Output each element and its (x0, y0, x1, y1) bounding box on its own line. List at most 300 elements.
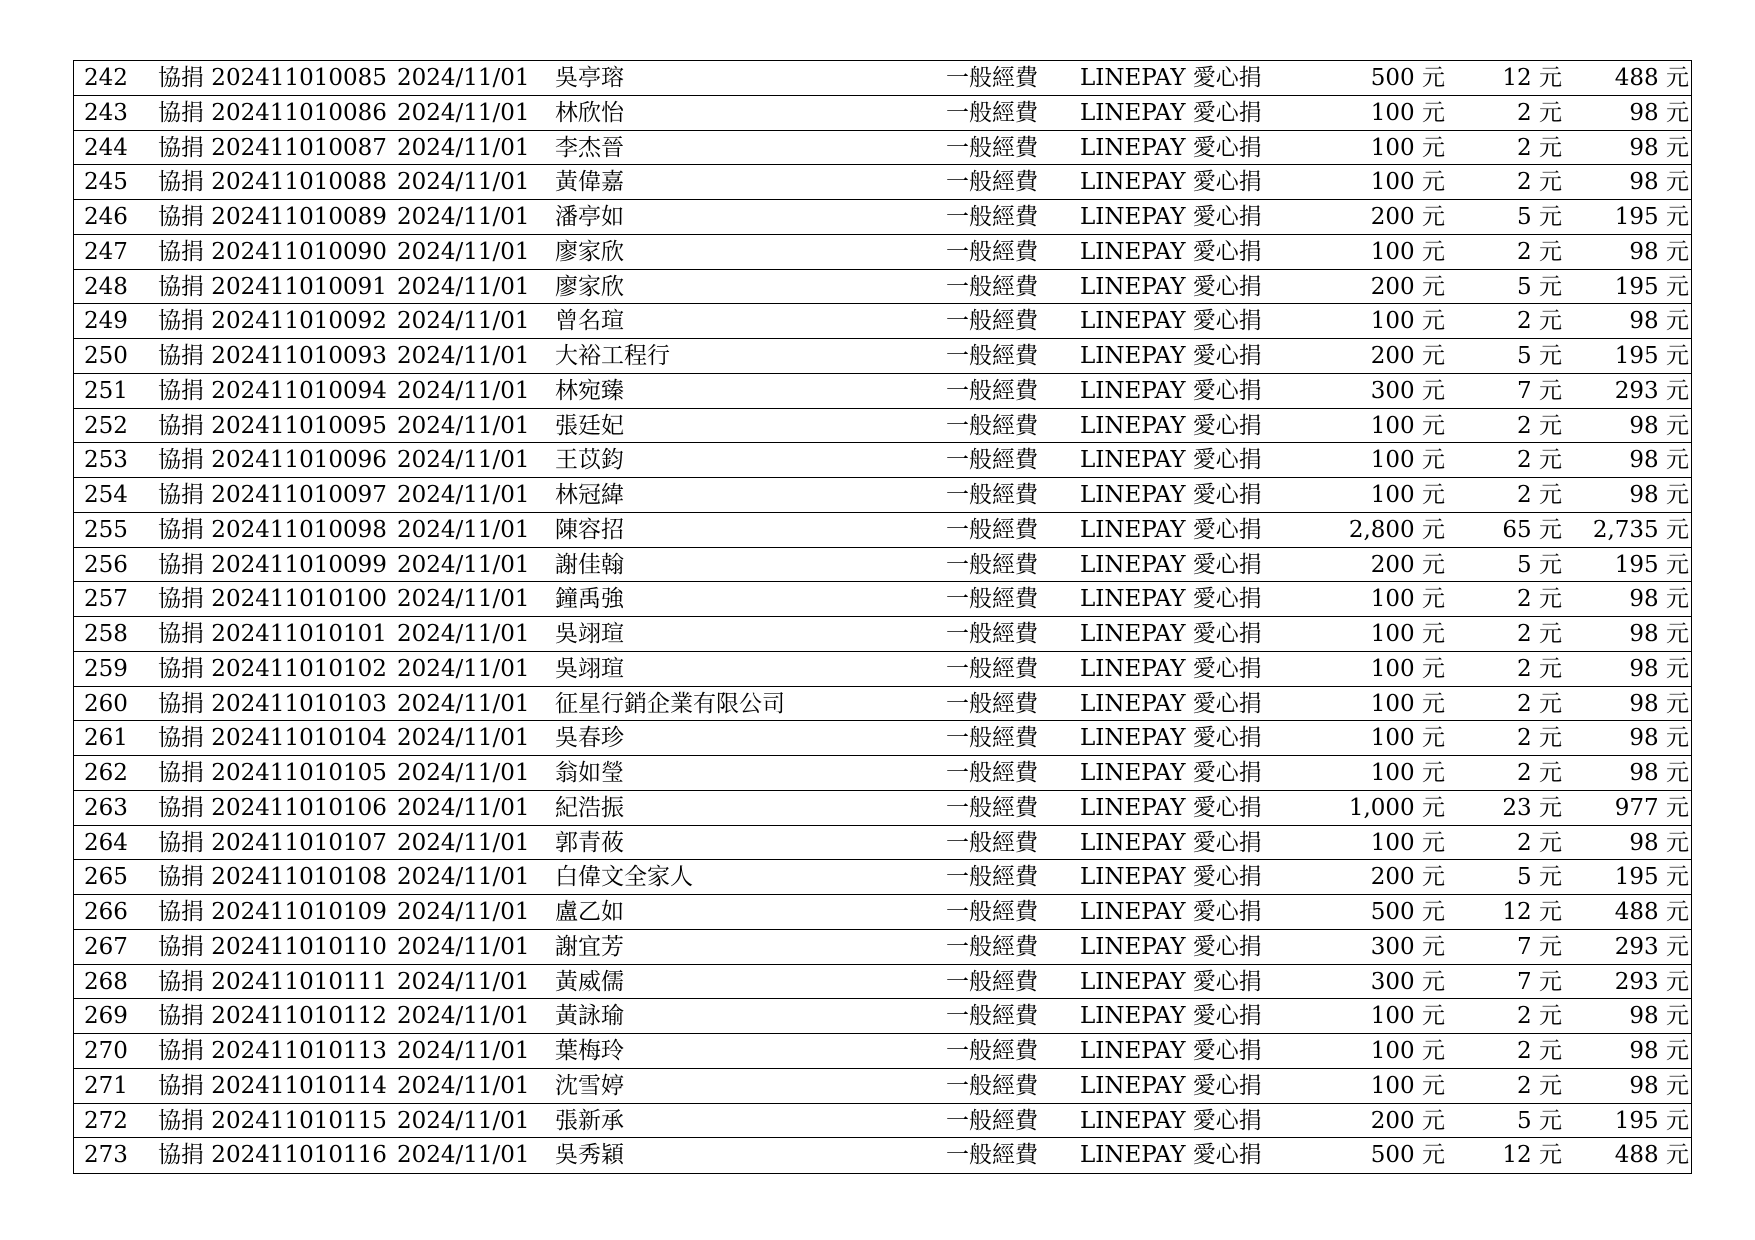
payment-method: LINEPAY 愛心捐 (1080, 586, 1262, 613)
row-number: 245 (84, 169, 128, 196)
fund-category: 一般經費 (946, 794, 1038, 821)
payment-method: LINEPAY 愛心捐 (1080, 1142, 1262, 1169)
donor-name: 謝宜芳 (555, 933, 624, 960)
receipt-number: 協捐 202411010103 (158, 690, 387, 717)
donation-date: 2024/11/01 (397, 238, 530, 265)
handling-fee: 2 元 (1517, 829, 1562, 856)
donation-date: 2024/11/01 (397, 273, 530, 300)
payment-method: LINEPAY 愛心捐 (1080, 1107, 1262, 1134)
donor-name: 潘亭如 (555, 204, 624, 230)
payment-method: LINEPAY 愛心捐 (1080, 273, 1262, 300)
fund-category: 一般經費 (946, 586, 1038, 613)
handling-fee: 2 元 (1517, 690, 1562, 717)
donation-amount: 100 元 (1370, 586, 1445, 613)
donation-amount: 200 元 (1370, 343, 1445, 369)
net-amount: 98 元 (1629, 134, 1689, 161)
donation-date: 2024/11/01 (397, 447, 530, 474)
handling-fee: 2 元 (1517, 725, 1562, 752)
row-number: 255 (84, 516, 128, 543)
net-amount: 195 元 (1614, 343, 1689, 369)
donor-name: 陳容招 (555, 516, 624, 543)
donation-date: 2024/11/01 (397, 690, 530, 717)
receipt-number: 協捐 202411010111 (158, 968, 387, 995)
payment-method: LINEPAY 愛心捐 (1080, 447, 1262, 474)
donation-date: 2024/11/01 (397, 864, 530, 891)
fund-category: 一般經費 (946, 482, 1038, 508)
receipt-number: 協捐 202411010093 (158, 343, 387, 369)
row-number: 262 (84, 760, 128, 786)
donor-name: 白偉文全家人 (555, 864, 693, 891)
donation-amount: 100 元 (1370, 725, 1445, 752)
payment-method: LINEPAY 愛心捐 (1080, 829, 1262, 856)
receipt-number: 協捐 202411010114 (158, 1072, 387, 1099)
donor-name: 葉梅玲 (555, 1038, 624, 1064)
table-row (74, 895, 1691, 930)
handling-fee: 5 元 (1517, 343, 1562, 369)
net-amount: 98 元 (1629, 99, 1689, 126)
donor-name: 吳春珍 (555, 725, 624, 752)
donor-name: 黃威儒 (555, 968, 624, 995)
handling-fee: 2 元 (1517, 238, 1562, 265)
donation-date: 2024/11/01 (397, 482, 530, 508)
donor-name: 謝佳翰 (555, 551, 624, 578)
receipt-number: 協捐 202411010101 (158, 621, 387, 647)
net-amount: 98 元 (1629, 308, 1689, 335)
handling-fee: 2 元 (1517, 169, 1562, 196)
donor-name: 吳亭瑢 (555, 65, 624, 91)
payment-method: LINEPAY 愛心捐 (1080, 99, 1262, 126)
payment-method: LINEPAY 愛心捐 (1080, 134, 1262, 161)
row-number: 256 (84, 551, 128, 578)
table-row (74, 582, 1691, 617)
donor-name: 廖家欣 (555, 273, 624, 300)
payment-method: LINEPAY 愛心捐 (1080, 899, 1262, 925)
row-number: 272 (84, 1107, 128, 1134)
handling-fee: 2 元 (1517, 1038, 1562, 1064)
table-row (74, 548, 1691, 583)
table-row (74, 617, 1691, 652)
donor-name: 李杰晉 (555, 134, 624, 161)
table-row (74, 1138, 1691, 1173)
receipt-number: 協捐 202411010105 (158, 760, 387, 786)
payment-method: LINEPAY 愛心捐 (1080, 1072, 1262, 1099)
payment-method: LINEPAY 愛心捐 (1080, 864, 1262, 891)
donation-amount: 100 元 (1370, 621, 1445, 647)
handling-fee: 5 元 (1517, 551, 1562, 578)
donation-date: 2024/11/01 (397, 204, 530, 230)
donation-amount: 100 元 (1370, 308, 1445, 335)
fund-category: 一般經費 (946, 134, 1038, 161)
handling-fee: 2 元 (1517, 1072, 1562, 1099)
receipt-number: 協捐 202411010110 (158, 933, 387, 960)
fund-category: 一般經費 (946, 273, 1038, 300)
table-row (74, 756, 1691, 791)
table-row (74, 1069, 1691, 1104)
payment-method: LINEPAY 愛心捐 (1080, 690, 1262, 717)
receipt-number: 協捐 202411010113 (158, 1038, 387, 1064)
donor-name: 張廷妃 (555, 412, 624, 439)
net-amount: 195 元 (1614, 1107, 1689, 1134)
donation-amount: 200 元 (1370, 273, 1445, 300)
table-row (74, 721, 1691, 756)
donation-amount: 100 元 (1370, 1072, 1445, 1099)
payment-method: LINEPAY 愛心捐 (1080, 412, 1262, 439)
handling-fee: 2 元 (1517, 621, 1562, 647)
fund-category: 一般經費 (946, 204, 1038, 230)
donation-date: 2024/11/01 (397, 65, 530, 91)
payment-method: LINEPAY 愛心捐 (1080, 169, 1262, 196)
row-number: 273 (84, 1142, 128, 1169)
receipt-number: 協捐 202411010087 (158, 134, 387, 161)
handling-fee: 5 元 (1517, 1107, 1562, 1134)
handling-fee: 12 元 (1502, 899, 1562, 925)
handling-fee: 5 元 (1517, 273, 1562, 300)
donor-name: 大裕工程行 (555, 343, 670, 369)
fund-category: 一般經費 (946, 412, 1038, 439)
donation-amount: 100 元 (1370, 1003, 1445, 1030)
receipt-number: 協捐 202411010085 (158, 65, 387, 91)
donation-date: 2024/11/01 (397, 1072, 530, 1099)
net-amount: 195 元 (1614, 864, 1689, 891)
table-row (74, 965, 1691, 1000)
donor-name: 吳翊瑄 (555, 621, 624, 647)
donor-name: 曾名瑄 (555, 308, 624, 335)
fund-category: 一般經費 (946, 1003, 1038, 1030)
row-number: 259 (84, 655, 128, 682)
net-amount: 293 元 (1614, 377, 1689, 404)
fund-category: 一般經費 (946, 169, 1038, 196)
table-row (74, 61, 1691, 96)
fund-category: 一般經費 (946, 377, 1038, 404)
donation-amount: 100 元 (1370, 760, 1445, 786)
row-number: 243 (84, 99, 128, 126)
payment-method: LINEPAY 愛心捐 (1080, 551, 1262, 578)
donation-amount: 100 元 (1370, 238, 1445, 265)
handling-fee: 2 元 (1517, 586, 1562, 613)
receipt-number: 協捐 202411010115 (158, 1107, 387, 1134)
donor-name: 吳翊瑄 (555, 655, 624, 682)
donation-date: 2024/11/01 (397, 760, 530, 786)
table-row (74, 409, 1691, 444)
table-row (74, 304, 1691, 339)
payment-method: LINEPAY 愛心捐 (1080, 968, 1262, 995)
donation-amount: 200 元 (1370, 204, 1445, 230)
payment-method: LINEPAY 愛心捐 (1080, 760, 1262, 786)
donation-amount: 200 元 (1370, 551, 1445, 578)
handling-fee: 5 元 (1517, 864, 1562, 891)
table-row (74, 999, 1691, 1034)
receipt-number: 協捐 202411010100 (158, 586, 387, 613)
receipt-number: 協捐 202411010091 (158, 273, 387, 300)
donation-date: 2024/11/01 (397, 134, 530, 161)
net-amount: 98 元 (1629, 412, 1689, 439)
table-row (74, 270, 1691, 305)
donation-date: 2024/11/01 (397, 1107, 530, 1134)
handling-fee: 12 元 (1502, 1142, 1562, 1169)
donation-amount: 100 元 (1370, 482, 1445, 508)
row-number: 249 (84, 308, 128, 335)
payment-method: LINEPAY 愛心捐 (1080, 238, 1262, 265)
table-row (74, 165, 1691, 200)
payment-method: LINEPAY 愛心捐 (1080, 343, 1262, 369)
net-amount: 98 元 (1629, 690, 1689, 717)
net-amount: 195 元 (1614, 273, 1689, 300)
handling-fee: 2 元 (1517, 308, 1562, 335)
fund-category: 一般經費 (946, 829, 1038, 856)
donation-amount: 1,000 元 (1348, 794, 1445, 821)
handling-fee: 5 元 (1517, 204, 1562, 230)
net-amount: 98 元 (1629, 1003, 1689, 1030)
donor-name: 盧乙如 (555, 899, 624, 925)
donation-amount: 300 元 (1370, 377, 1445, 404)
donation-date: 2024/11/01 (397, 99, 530, 126)
table-row (74, 687, 1691, 722)
receipt-number: 協捐 202411010112 (158, 1003, 387, 1030)
row-number: 271 (84, 1072, 128, 1099)
donation-amount: 100 元 (1370, 412, 1445, 439)
donation-date: 2024/11/01 (397, 655, 530, 682)
donation-ledger-table (73, 60, 1692, 1174)
payment-method: LINEPAY 愛心捐 (1080, 933, 1262, 960)
handling-fee: 2 元 (1517, 412, 1562, 439)
donor-name: 林欣怡 (555, 99, 624, 126)
payment-method: LINEPAY 愛心捐 (1080, 1038, 1262, 1064)
payment-method: LINEPAY 愛心捐 (1080, 725, 1262, 752)
handling-fee: 2 元 (1517, 760, 1562, 786)
net-amount: 488 元 (1614, 1142, 1689, 1169)
donation-date: 2024/11/01 (397, 725, 530, 752)
donor-name: 吳秀穎 (555, 1142, 624, 1169)
net-amount: 98 元 (1629, 482, 1689, 508)
net-amount: 2,735 元 (1592, 516, 1689, 543)
receipt-number: 協捐 202411010098 (158, 516, 387, 543)
payment-method: LINEPAY 愛心捐 (1080, 1003, 1262, 1030)
row-number: 267 (84, 933, 128, 960)
handling-fee: 2 元 (1517, 134, 1562, 161)
row-number: 265 (84, 864, 128, 891)
net-amount: 977 元 (1614, 794, 1689, 821)
donor-name: 張新承 (555, 1107, 624, 1134)
fund-category: 一般經費 (946, 933, 1038, 960)
receipt-number: 協捐 202411010097 (158, 482, 387, 508)
net-amount: 293 元 (1614, 968, 1689, 995)
table-row (74, 513, 1691, 548)
receipt-number: 協捐 202411010116 (158, 1142, 387, 1169)
table-row (74, 235, 1691, 270)
row-number: 260 (84, 690, 128, 717)
payment-method: LINEPAY 愛心捐 (1080, 621, 1262, 647)
donation-date: 2024/11/01 (397, 377, 530, 404)
receipt-number: 協捐 202411010099 (158, 551, 387, 578)
donation-amount: 100 元 (1370, 1038, 1445, 1064)
table-row (74, 1034, 1691, 1069)
payment-method: LINEPAY 愛心捐 (1080, 377, 1262, 404)
donation-date: 2024/11/01 (397, 933, 530, 960)
donation-date: 2024/11/01 (397, 968, 530, 995)
net-amount: 98 元 (1629, 829, 1689, 856)
donation-date: 2024/11/01 (397, 412, 530, 439)
fund-category: 一般經費 (946, 447, 1038, 474)
receipt-number: 協捐 202411010104 (158, 725, 387, 752)
net-amount: 195 元 (1614, 204, 1689, 230)
fund-category: 一般經費 (946, 308, 1038, 335)
donor-name: 王苡鈞 (555, 447, 624, 474)
fund-category: 一般經費 (946, 1038, 1038, 1064)
row-number: 251 (84, 377, 128, 404)
receipt-number: 協捐 202411010096 (158, 447, 387, 474)
row-number: 268 (84, 968, 128, 995)
donation-date: 2024/11/01 (397, 516, 530, 543)
receipt-number: 協捐 202411010107 (158, 829, 387, 856)
net-amount: 98 元 (1629, 725, 1689, 752)
net-amount: 98 元 (1629, 447, 1689, 474)
receipt-number: 協捐 202411010095 (158, 412, 387, 439)
fund-category: 一般經費 (946, 655, 1038, 682)
payment-method: LINEPAY 愛心捐 (1080, 204, 1262, 230)
donor-name: 郭青莜 (555, 829, 624, 856)
donation-date: 2024/11/01 (397, 1038, 530, 1064)
fund-category: 一般經費 (946, 238, 1038, 265)
handling-fee: 7 元 (1517, 968, 1562, 995)
donation-amount: 300 元 (1370, 933, 1445, 960)
receipt-number: 協捐 202411010090 (158, 238, 387, 265)
row-number: 250 (84, 343, 128, 369)
row-number: 247 (84, 238, 128, 265)
handling-fee: 2 元 (1517, 482, 1562, 508)
table-row (74, 860, 1691, 895)
table-row (74, 1104, 1691, 1139)
fund-category: 一般經費 (946, 516, 1038, 543)
donation-amount: 300 元 (1370, 968, 1445, 995)
handling-fee: 12 元 (1502, 65, 1562, 91)
table-row (74, 791, 1691, 826)
payment-method: LINEPAY 愛心捐 (1080, 516, 1262, 543)
net-amount: 98 元 (1629, 238, 1689, 265)
donation-date: 2024/11/01 (397, 899, 530, 925)
receipt-number: 協捐 202411010092 (158, 308, 387, 335)
donor-name: 廖家欣 (555, 238, 624, 265)
row-number: 263 (84, 794, 128, 821)
row-number: 242 (84, 65, 128, 91)
row-number: 252 (84, 412, 128, 439)
donation-amount: 100 元 (1370, 134, 1445, 161)
handling-fee: 7 元 (1517, 933, 1562, 960)
net-amount: 98 元 (1629, 586, 1689, 613)
receipt-number: 協捐 202411010108 (158, 864, 387, 891)
donation-date: 2024/11/01 (397, 343, 530, 369)
donation-date: 2024/11/01 (397, 551, 530, 578)
net-amount: 98 元 (1629, 1038, 1689, 1064)
receipt-number: 協捐 202411010109 (158, 899, 387, 925)
donation-date: 2024/11/01 (397, 308, 530, 335)
donor-name: 黃詠瑜 (555, 1003, 624, 1030)
receipt-number: 協捐 202411010106 (158, 794, 387, 821)
donor-name: 林冠緯 (555, 482, 624, 508)
donor-name: 黃偉嘉 (555, 169, 624, 196)
row-number: 261 (84, 725, 128, 752)
donation-amount: 100 元 (1370, 690, 1445, 717)
payment-method: LINEPAY 愛心捐 (1080, 794, 1262, 821)
donor-name: 紀浩振 (555, 794, 624, 821)
fund-category: 一般經費 (946, 864, 1038, 891)
handling-fee: 2 元 (1517, 655, 1562, 682)
donation-date: 2024/11/01 (397, 169, 530, 196)
row-number: 258 (84, 621, 128, 647)
row-number: 248 (84, 273, 128, 300)
table-row (74, 131, 1691, 166)
net-amount: 195 元 (1614, 551, 1689, 578)
payment-method: LINEPAY 愛心捐 (1080, 655, 1262, 682)
handling-fee: 65 元 (1502, 516, 1562, 543)
fund-category: 一般經費 (946, 1072, 1038, 1099)
fund-category: 一般經費 (946, 1107, 1038, 1134)
row-number: 254 (84, 482, 128, 508)
handling-fee: 23 元 (1502, 794, 1562, 821)
fund-category: 一般經費 (946, 1142, 1038, 1169)
fund-category: 一般經費 (946, 99, 1038, 126)
receipt-number: 協捐 202411010086 (158, 99, 387, 126)
handling-fee: 2 元 (1517, 447, 1562, 474)
table-row (74, 930, 1691, 965)
table-row (74, 96, 1691, 131)
net-amount: 98 元 (1629, 760, 1689, 786)
donation-amount: 100 元 (1370, 829, 1445, 856)
row-number: 244 (84, 134, 128, 161)
fund-category: 一般經費 (946, 690, 1038, 717)
table-row (74, 652, 1691, 687)
net-amount: 293 元 (1614, 933, 1689, 960)
row-number: 264 (84, 829, 128, 856)
net-amount: 98 元 (1629, 169, 1689, 196)
fund-category: 一般經費 (946, 551, 1038, 578)
table-row (74, 826, 1691, 861)
donation-date: 2024/11/01 (397, 1142, 530, 1169)
donation-date: 2024/11/01 (397, 794, 530, 821)
handling-fee: 7 元 (1517, 377, 1562, 404)
fund-category: 一般經費 (946, 968, 1038, 995)
donor-name: 沈雪婷 (555, 1072, 624, 1099)
receipt-number: 協捐 202411010089 (158, 204, 387, 230)
receipt-number: 協捐 202411010094 (158, 377, 387, 404)
table-row (74, 443, 1691, 478)
donation-date: 2024/11/01 (397, 1003, 530, 1030)
table-row (74, 478, 1691, 513)
donation-amount: 2,800 元 (1348, 516, 1445, 543)
handling-fee: 2 元 (1517, 1003, 1562, 1030)
net-amount: 98 元 (1629, 621, 1689, 647)
net-amount: 98 元 (1629, 1072, 1689, 1099)
fund-category: 一般經費 (946, 760, 1038, 786)
donation-amount: 200 元 (1370, 1107, 1445, 1134)
fund-category: 一般經費 (946, 621, 1038, 647)
payment-method: LINEPAY 愛心捐 (1080, 308, 1262, 335)
donor-name: 林宛臻 (555, 377, 624, 404)
donor-name: 翁如瑩 (555, 760, 624, 786)
donation-date: 2024/11/01 (397, 586, 530, 613)
donation-amount: 100 元 (1370, 447, 1445, 474)
donation-amount: 100 元 (1370, 655, 1445, 682)
handling-fee: 2 元 (1517, 99, 1562, 126)
row-number: 253 (84, 447, 128, 474)
net-amount: 488 元 (1614, 899, 1689, 925)
receipt-number: 協捐 202411010102 (158, 655, 387, 682)
row-number: 269 (84, 1003, 128, 1030)
row-number: 257 (84, 586, 128, 613)
payment-method: LINEPAY 愛心捐 (1080, 482, 1262, 508)
donation-amount: 500 元 (1370, 899, 1445, 925)
donation-amount: 200 元 (1370, 864, 1445, 891)
fund-category: 一般經費 (946, 725, 1038, 752)
